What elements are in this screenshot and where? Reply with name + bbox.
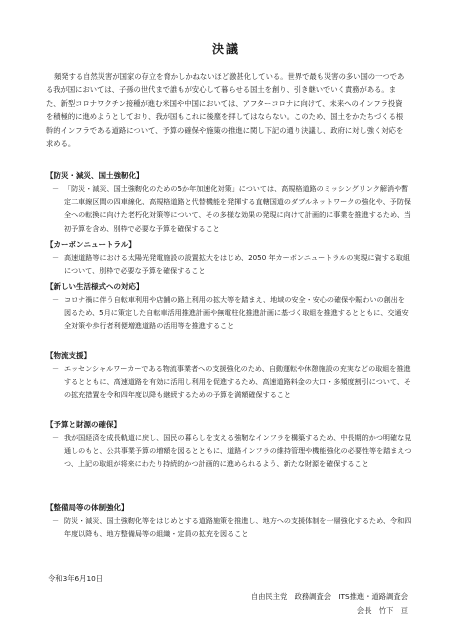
section-heading: 【予算と財源の確保】 [46, 420, 121, 429]
intro-paragraph: 頻発する自然災害が国家の存立を脅かしかねないほど激甚化している。世界で最も災害の多い国の一つである我が国においては、子孫の世代まで誰もが安心して暮らせる国土を創り、引き継いでいく責務がある。また、新型コロナワクチン接種が進む米国や中国においては、アフターコロナに向けて、未来へのインフラ投資を積極的に進めようとしており、我が国もこれに後塵を拝してはならない。このため、国土をかたちづくる根幹的インフラである道路について、予算の確保や施策の推進に関し下記の通り決議し、政府に対し強く対応を求める。 [46, 72, 405, 149]
item-text: エッセンシャルワーカーである物流事業者への支援強化のため、自動運転や休憩施設の充実などの取組を推進するとともに、高速道路を有効に活用し利用を促進するため、高速道路料金の大口・多頻度割引について、その拡充措置を令和四年度以降も継続するための予算を満額確保すること [64, 364, 412, 400]
section-budget-funding [46, 419, 412, 471]
section-heading: 【物流支援】 [46, 351, 91, 360]
section-logistics-support [46, 350, 412, 402]
list-item [46, 182, 412, 235]
section-new-lifestyle [46, 281, 412, 333]
item-text: 「防災・減災、国土強靭化のための5か年加速化対策」については、高規格道路のミッシングリンク解消や暫定二車線区間の四車線化、高規格道路と代替機能を発揮する直轄国道のダブルネットワークの強化や、予防保全への転換に向けた老朽化対策等について、その多様な効果の発現に向けて計画的に事業を推進するため、当初予算を含め、別枠で必要な予算を確保すること [64, 184, 412, 233]
item-text: 我が国経済を成長軌道に戻し、国民の暮らしを支える強靭なインフラを構築するため、中長期的かつ明確な見通しのもと、公共事業予算の増額を図るとともに、道路インフラの維持管理や機能強化の必要性等を踏まえつつ、上記の取組が将来にわたり持続的かつ計画的に進められるよう、新たな財源を確保すること [64, 433, 412, 469]
document-title: 決議 [211, 42, 240, 56]
item-text: コロナ禍に伴う自転車利用や店舗の路上利用の拡大等を踏まえ、地域の安全・安心の確保や賑わいの創出を図るため、5月に策定した自転車活用推進計画や無電柱化推進計画に基づく取組を推進するとともに、交通安全対策や歩行者利便増進道路の活用等を推進すること [64, 295, 409, 331]
item-text: 防災・減災、国土強靭化等をはじめとする道路施策を推進し、地方への支援体制を一層強化するため、令和四年度以降も、地方整備局等の組織・定員の拡充を図ること [64, 516, 412, 539]
list-item [46, 251, 412, 277]
signature-organization: 自由民主党 政務調査会 ITS推進・道路調査会 [250, 592, 408, 601]
section-heading: 【整備局等の体制強化】 [46, 503, 129, 512]
list-item [46, 514, 412, 540]
dash-bullet: － [52, 433, 60, 442]
section-disaster-prevention [46, 170, 412, 235]
item-text: 高速道路等における太陽光発電施設の設置拡大をはじめ、2050 年カーボンニュートラルの実現に資する取組について、別枠で必要な予算を確保すること [64, 253, 411, 276]
list-item [46, 362, 412, 402]
resolution-date: 令和3年6月10日 [48, 574, 104, 583]
signature-chair: 会長 竹下 亘 [356, 606, 408, 615]
list-item [46, 293, 412, 333]
dash-bullet: － [52, 253, 60, 262]
section-bureau-strengthening [46, 502, 412, 540]
list-item [46, 431, 412, 471]
dash-bullet: － [52, 295, 60, 304]
section-heading: 【新しい生活様式への対応】 [46, 282, 144, 291]
section-carbon-neutral [46, 239, 412, 277]
signature-block [251, 590, 408, 618]
section-heading: 【カーボンニュートラル】 [46, 240, 136, 249]
dash-bullet: － [52, 364, 60, 373]
section-heading: 【防災・減災、国土強靭化】 [46, 171, 144, 180]
dash-bullet: － [52, 184, 60, 193]
dash-bullet: － [52, 516, 60, 525]
